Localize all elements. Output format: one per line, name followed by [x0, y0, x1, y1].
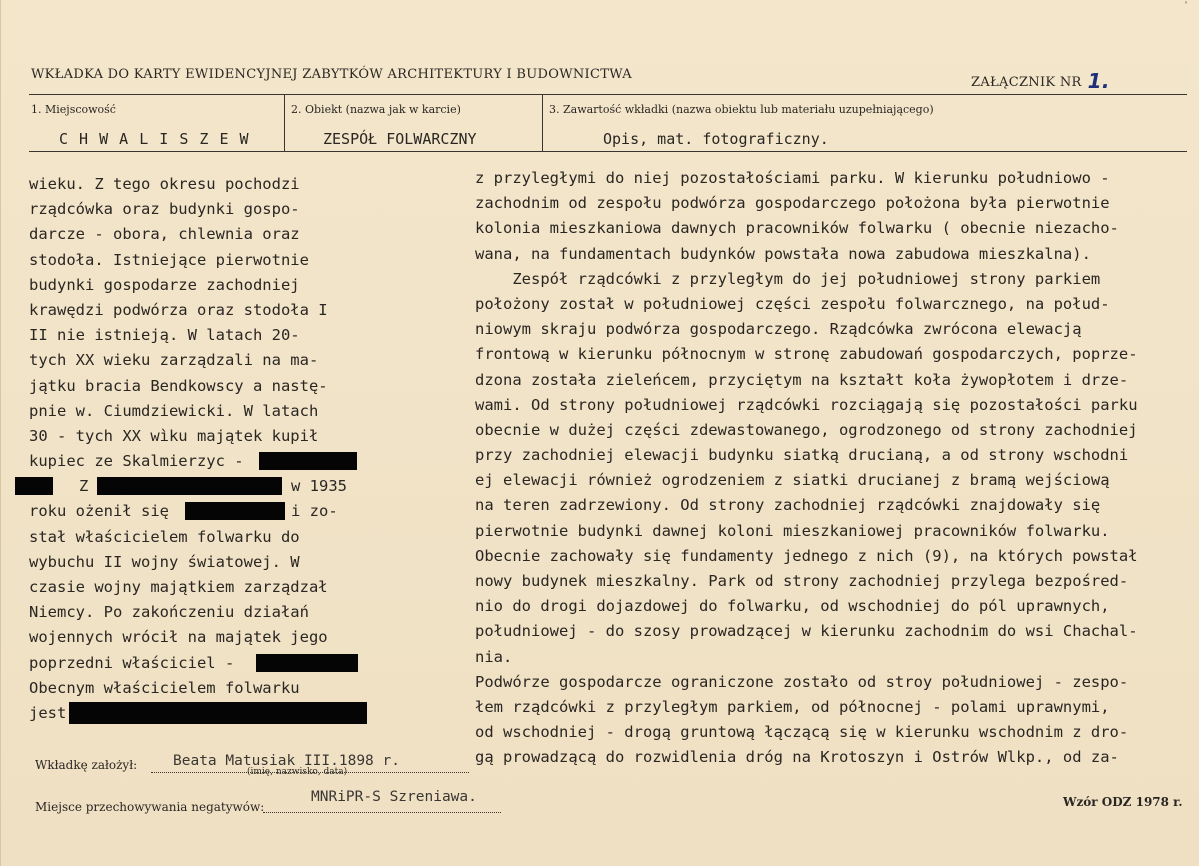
text-line: z przyległymi do niej pozostałościami parku. W kierunku południowo -	[475, 169, 1110, 187]
redaction-bar	[15, 477, 53, 495]
text-line: pnie w. Ciumdziewicki. W latach	[29, 401, 319, 420]
text-line: jest	[29, 701, 374, 726]
text-line: stodoła. Istniejące pierwotnie	[29, 250, 309, 269]
text-line: rządcówka oraz budynki gospo-	[29, 200, 300, 219]
text-line: położony został w południowej części zespołu folwarcznego, na połud-	[475, 294, 1110, 313]
text-line: jątku bracia Bendkowscy a nastę-	[29, 376, 328, 395]
text-line: stał właścicielem folwarku do	[29, 527, 300, 546]
text-line: krawędzi podwórza oraz stodoła I	[29, 300, 328, 319]
text-line: łem rządcówki z przyległym parkiem, od północnej - polami uprawnymi,	[475, 697, 1110, 716]
text-line: II nie istnieją. W latach 20-	[29, 326, 300, 345]
header-rule-bottom	[29, 151, 1187, 152]
text-line: południowej - do szosy prowadzącej w kierunku zachodnim do wsi Chachal-	[475, 622, 1138, 641]
field-label-object: 2. Obiekt (nazwa jak w karcie)	[291, 103, 461, 116]
text-line: wana, na fundamentach budynków powstała nowa zabudowa mieszkalna).	[475, 244, 1091, 263]
text-line: wieku. Z tego okresu pochodzi	[29, 175, 300, 193]
redaction-bar	[259, 452, 357, 470]
field-value-object: ZESPÓŁ FOLWARCZNY	[323, 130, 477, 148]
text-line: wybuchu II wojny światowej. W	[29, 552, 300, 571]
text-line: darcze - obora, chlewnia oraz	[29, 225, 300, 244]
text-line: Obecnie zachowały się fundamenty jednego z nich (9), na których powstał	[475, 546, 1138, 565]
text-line: gą prowadzącą do rozwidlenia dróg na Krotoszyn i Ostrów Wlkp., od za-	[475, 748, 1119, 767]
negatives-dotted-line	[263, 812, 501, 813]
field-label-locality: 1. Miejscowość	[31, 103, 116, 116]
text-line: wami. Od strony południowej rządcówki rozciągają się pozostałości parku	[475, 395, 1138, 414]
text-line: Z w 1935	[29, 474, 374, 499]
text-line: poprzedni właściciel -	[29, 651, 374, 676]
text-line: wojennych wrócił na majątek jego	[29, 628, 328, 647]
created-by-label: Wkładkę założył:	[35, 758, 138, 772]
text-line: nio do drogi dojazdowej do folwarku, od wschodniej do pól uprawnych,	[475, 597, 1110, 616]
redaction-bar	[69, 702, 367, 724]
redaction-bar	[256, 654, 358, 672]
text-line: tych XX wieku zarządzali na ma-	[29, 351, 319, 370]
field-divider-2	[542, 94, 543, 152]
text-line: czasie wojny majątkiem zarządzał	[29, 578, 328, 596]
text-line: zachodnim od zespołu podwórza gospodarczego położona była pierwotnie	[475, 194, 1110, 213]
text-line: na teren zadrzewiony. Od strony zachodniej rządcówki znajdowały się	[475, 496, 1101, 515]
left-text-column	[29, 172, 374, 726]
redaction-bar	[185, 502, 285, 520]
text-line: 30 - tych XX wìku majątek kupił	[29, 426, 319, 445]
text-line: roku ożenił się i zo-	[29, 502, 338, 521]
field-value-contents: Opis, mat. fotograficzny.	[603, 130, 829, 148]
text-line: ej elewacji również ogrodzeniem z siatki drucianej z bramą wejściową	[475, 471, 1110, 490]
field-label-contents: 3. Zawartość wkładki (nazwa obiektu lub materiału uzupełniającego)	[549, 103, 934, 116]
text-line: Obecnym właścicielem folwarku	[29, 678, 300, 697]
negatives-location-value: MNRiPR-S Szreniawa.	[311, 789, 477, 805]
text-line: od wschodniej - drogą gruntową łączącą się w kierunku wschodnim z dro-	[475, 723, 1129, 742]
created-by-hint: (imię, nazwisko, data)	[247, 767, 348, 777]
field-divider-1	[284, 94, 285, 152]
text-line: budynki gospodarze zachodniej	[29, 275, 300, 294]
text-line: kolonia mieszkaniowa dawnych pracowników folwarku ( obecnie niezacho-	[475, 219, 1119, 238]
text-line: Podwórze gospodarcze ograniczone zostało od stroy południowej - zespo-	[475, 672, 1129, 691]
field-value-locality: C H W A L I S Z E W	[59, 130, 250, 148]
text-line: Niemcy. Po zakończeniu działań	[29, 603, 309, 622]
text-line: niowym skraju podwórza gospodarczego. Rządcówka zwrócona elewacją	[475, 320, 1082, 339]
text-line: pierwotnie budynki dawnej koloni mieszkaniowej pracowników folwarku.	[475, 521, 1110, 540]
right-text-column	[475, 166, 1175, 771]
text-line: Zespół rządcówki z przyległym do jej południowej strony parkiem	[475, 269, 1101, 288]
redaction-bar	[97, 477, 282, 495]
text-line: obecnie w dużej części zdewastowanego, ogrodzonego od strony zachodniej	[475, 420, 1138, 439]
text-line: przy zachodniej elewacji budynku siatką drucianą, a od strony wschodni	[475, 446, 1129, 465]
text-line: dzona została zieleńcem, przyciętym na kształt koła żywopłotem i drze-	[475, 370, 1129, 389]
annex-label: ZAŁĄCZNIK NR	[971, 75, 1082, 90]
text-line: kupiec ze Skalmierzyc -	[29, 449, 374, 474]
form-title: WKŁADKA DO KARTY EWIDENCYJNEJ ZABYTKÓW ARCHITEKTURY I BUDOWNICTWA	[31, 67, 632, 82]
form-template-label: Wzór ODZ 1978 r.	[1063, 795, 1183, 809]
annex-number: 1.	[1087, 69, 1110, 93]
text-line: nia.	[475, 647, 513, 666]
negatives-location-label: Miejsce przechowywania negatywów:	[35, 800, 265, 814]
text-line: nowy budynek mieszkalny. Park od strony zachodniej przylega bezpośred-	[475, 572, 1129, 590]
created-by-value: Beata Matusiak III.1898 r.	[173, 753, 400, 769]
header-rule-top	[29, 94, 1187, 95]
annex-label-group	[971, 67, 1110, 91]
corner-mark: '	[1183, 0, 1190, 11]
text-line: frontową w kierunku północnym w stronę zabudowań gospodarczych, poprze-	[475, 345, 1138, 364]
